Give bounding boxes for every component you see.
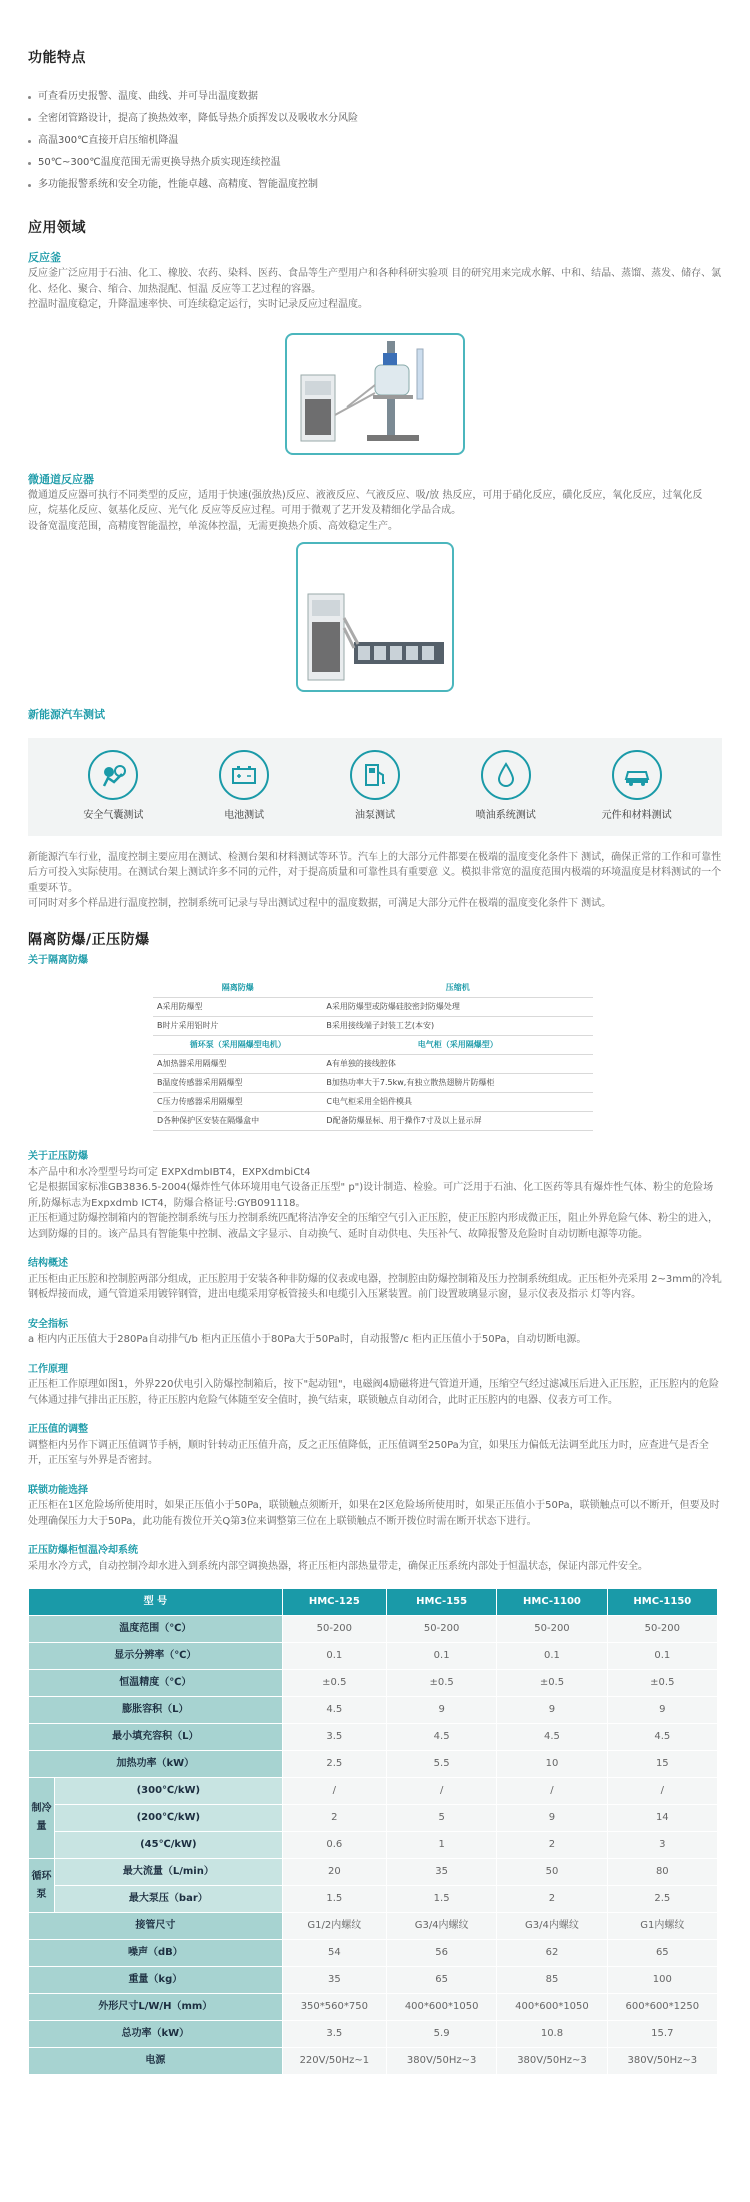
spec-value: 400*600*1050 xyxy=(386,1994,496,2021)
reactor-figure xyxy=(285,333,465,455)
table-row xyxy=(153,1093,593,1112)
spec-header-cell: HMC-125 xyxy=(282,1589,386,1616)
spec-value: G1/2内螺纹 xyxy=(282,1913,386,1940)
feature-item: 可查看历史报警、温度、曲线、并可导出温度数据 xyxy=(28,86,722,108)
airbag-icon xyxy=(88,750,138,800)
section-title: 安全指标 xyxy=(28,1318,68,1330)
spec-value: 20 xyxy=(282,1859,386,1886)
spec-group-label: 制冷量 xyxy=(29,1778,55,1859)
section-title: 正压值的调整 xyxy=(28,1424,88,1436)
section-title: 结构概述 xyxy=(28,1258,68,1270)
spec-value: 50-200 xyxy=(282,1616,386,1643)
spec-value: 9 xyxy=(497,1697,607,1724)
explosion-section xyxy=(28,930,722,1575)
table-cell: B温度传感器采用隔爆型 xyxy=(153,1074,322,1093)
spec-value: 15 xyxy=(607,1751,717,1778)
table-row xyxy=(29,1967,718,1994)
spec-value: 65 xyxy=(386,1967,496,1994)
spec-value: / xyxy=(282,1778,386,1805)
isolation-table-header: 电气柜（采用隔爆型） xyxy=(322,1036,593,1055)
spec-value: 15.7 xyxy=(607,2021,717,2048)
table-cell: A加热器采用隔爆型 xyxy=(153,1055,322,1074)
spec-value: 0.1 xyxy=(497,1643,607,1670)
spec-value: 3 xyxy=(607,1832,717,1859)
fuel-pump-icon xyxy=(350,750,400,800)
spec-table-header xyxy=(29,1589,718,1616)
spec-value: 5.9 xyxy=(386,2021,496,2048)
section-title: 工作原理 xyxy=(28,1363,68,1375)
spec-value: 380V/50Hz~3 xyxy=(607,2048,717,2075)
battery-icon xyxy=(219,750,269,800)
feature-item: 高温300℃直接开启压缩机降温 xyxy=(28,130,722,152)
spec-value: 380V/50Hz~3 xyxy=(386,2048,496,2075)
table-cell: D配备防爆显标、用于操作7寸及以上显示屏 xyxy=(322,1112,593,1131)
spec-header-cell: HMC-1100 xyxy=(497,1589,607,1616)
spec-label: 显示分辨率（℃） xyxy=(29,1643,283,1670)
interlock-section xyxy=(28,1483,722,1530)
table-cell: B时片采用铝时片 xyxy=(153,1017,322,1036)
reactor-illustration xyxy=(287,335,463,453)
section-text: 正压柜由正压腔和控制腔两部分组成，正压腔用于安装各种非防爆的仪表或电器，控制腔由防爆控制箱及压力控制系统组成。正压柜外壳采用 2~3mm的冷轧钢板焊接而成，通气管道采用镀锌钢管，进出电缆采用穿板管接头和电缆引入压紧装置。前门设置玻璃显示窗，显示仪表及指示 灯等内容。 xyxy=(28,1273,722,1301)
spec-header-cell: HMC-155 xyxy=(386,1589,496,1616)
spec-label: 恒温精度（℃） xyxy=(29,1670,283,1697)
spec-value: 2 xyxy=(497,1832,607,1859)
spec-value: 5 xyxy=(386,1805,496,1832)
microchannel-text: 微通道反应器可执行不同类型的反应，适用于快速(强放热)反应、液液反应、气液反应、吸/放 热反应，可用于硝化反应，磺化反应，氧化反应，过氧化反应，烷基化反应、氨基化反应、光气化 反应等反应过程。可用于微观了艺开发及精细化学品合成。 xyxy=(28,489,703,517)
spec-value: 400*600*1050 xyxy=(497,1994,607,2021)
spec-value: 350*560*750 xyxy=(282,1994,386,2021)
spec-label: 膨胀容积（L） xyxy=(29,1697,283,1724)
ev-icon-injector xyxy=(451,750,561,824)
principle-section xyxy=(28,1362,722,1409)
spec-value: 220V/50Hz~1 xyxy=(282,2048,386,2075)
reactor-text-2: 控温时温度稳定，升降温速率快、可连续稳定运行，实时记录反应过程温度。 xyxy=(28,299,368,311)
ev-icon-car xyxy=(582,750,692,824)
isolation-table-header: 隔离防爆 xyxy=(153,979,322,998)
spec-value: ±0.5 xyxy=(607,1670,717,1697)
table-cell: A采用防爆型或防爆硅胶密封防爆处理 xyxy=(322,998,593,1017)
ev-text: 新能源汽车行业，温度控制主要应用在测试、检测台架和材料测试等环节。汽车上的大部分元件都要在极端的温度变化条件下 测试，确保正常的工作和可靠性后方可投入实际使用。在测试台架上测试许多不同的元件，对于提高质量和可靠性具有重要意 义。模拟非常宽的温度范围内极端的环境温度是材料测试的一个重要环节。 xyxy=(28,851,722,894)
section-text: 正压柜在1区危险场所使用时，如果正压值小于50Pa，联锁触点须断开，如果在2区危险场所使用时，如果正压值小于50Pa，联锁触点可以不断开，但要及时处理确保压力大于50Pa，此功能有拨位开关Q第3位来调整第三位在上联锁触点不断开拨位时需在断开状态下进行。 xyxy=(28,1500,720,1527)
spec-header-cell: HMC-1150 xyxy=(607,1589,717,1616)
microchannel-figure xyxy=(296,542,454,692)
spec-value: 4.5 xyxy=(386,1724,496,1751)
table-row xyxy=(29,1805,718,1832)
spec-value: G3/4内螺纹 xyxy=(497,1913,607,1940)
section-text: 正压柜工作原理如图1，外界220伏电引入防爆控制箱后，按下"起动钮"，电磁阀4励磁将进气管道开通，压缩空气经过滤减压后进入正压腔，正压腔内的危险气体通过排气排出正压腔，待正压腔内危险气体随至安全值时，换气结束，联锁触点自动闭合，此时正压腔内的电器、仪表方可工作。 xyxy=(28,1379,720,1406)
table-cell: C压力传感器采用隔爆型 xyxy=(153,1093,322,1112)
spec-group-label: 循环泵 xyxy=(29,1859,55,1913)
table-row xyxy=(29,1724,718,1751)
table-cell: D各种保护区安装在隔爆盒中 xyxy=(153,1112,322,1131)
spec-value: 50-200 xyxy=(386,1616,496,1643)
table-row xyxy=(29,1751,718,1778)
table-row xyxy=(153,1074,593,1093)
spec-value: 380V/50Hz~3 xyxy=(497,2048,607,2075)
section-title: 正压防爆柜恒温冷却系统 xyxy=(28,1545,138,1557)
spec-label: 外形尺寸L/W/H（mm） xyxy=(29,1994,283,2021)
spec-value: 62 xyxy=(497,1940,607,1967)
spec-label: 温度范围（℃） xyxy=(29,1616,283,1643)
spec-label: (200℃/kW) xyxy=(55,1805,283,1832)
spec-value: 0.1 xyxy=(386,1643,496,1670)
spec-label: 接管尺寸 xyxy=(29,1913,283,1940)
spec-value: 2 xyxy=(282,1805,386,1832)
spec-value: 0.1 xyxy=(282,1643,386,1670)
spec-label: (300℃/kW) xyxy=(55,1778,283,1805)
spec-value: G3/4内螺纹 xyxy=(386,1913,496,1940)
table-cell: A采用防爆型 xyxy=(153,998,322,1017)
ev-icon-airbag xyxy=(58,750,168,824)
spec-value: 50-200 xyxy=(607,1616,717,1643)
table-row xyxy=(29,1994,718,2021)
spec-label: (45℃/kW) xyxy=(55,1832,283,1859)
isolation-table-header: 压缩机 xyxy=(322,979,593,998)
ev-text-2: 可同时对多个样品进行温度控制，控制系统可记录与导出测试过程中的温度数据，可满足大部分元件在极端的温度变化条件下 测试。 xyxy=(28,898,612,910)
feature-item: 多功能报警系统和安全功能，性能卓越、高精度、智能温度控制 xyxy=(28,174,722,196)
ev-icon-fuel-pump xyxy=(320,750,430,824)
table-row xyxy=(29,1616,718,1643)
spec-label: 总功率（kW） xyxy=(29,2021,283,2048)
spec-value: 9 xyxy=(607,1697,717,1724)
spec-value: 4.5 xyxy=(282,1697,386,1724)
spec-value: ±0.5 xyxy=(386,1670,496,1697)
table-row xyxy=(29,1778,718,1805)
table-row xyxy=(153,998,593,1017)
isolation-table xyxy=(153,979,593,1132)
pressure-text: 本产品中和水冷型型号均可定 EXPXdmbIBT4，EXPXdmbiCt4 它是根据国家标准GB3836.5-2004(爆炸性气体环境用电气设备正压型" p")设计制造、检验。可广泛用于石油、化工医药等具有爆炸性气体、粉尘的危险场所,防爆标志为Expxdmb ICT4，防爆合格证号:GYB091118。 正压柜通过防爆控制箱内的智能控制系统与压力控制系统匹配将洁净安全的压缩空气引入正压腔，使正压腔内形成微正压，阻止外界危险气体、粉尘的进入，达到防爆的目的。该产品具有智能集中控制、液晶文字显示、自动换气、延时自动供电、失压补气、故障报警及危险时自动切断电源等功能。 xyxy=(28,1166,718,1240)
spec-label: 重量（kg） xyxy=(29,1967,283,1994)
spec-label: 最大泵压（bar） xyxy=(55,1886,283,1913)
spec-value: 85 xyxy=(497,1967,607,1994)
table-row xyxy=(29,2048,718,2075)
spec-value: ±0.5 xyxy=(497,1670,607,1697)
spec-value: 35 xyxy=(282,1967,386,1994)
section-text: a 柜内内正压值大于280Pa自动排气/b 柜内正压值小于80Pa大于50Pa时，自动报警/c 柜内正压值小于50Pa，自动切断电源。 xyxy=(28,1334,587,1346)
spec-value: 0.6 xyxy=(282,1832,386,1859)
ev-icon-label: 元件和材料测试 xyxy=(601,809,672,821)
table-row xyxy=(153,1017,593,1036)
table-cell: A有单独的接线腔体 xyxy=(322,1055,593,1074)
reactor-text: 反应釜广泛应用于石油、化工、橡胶、农药、染料、医药、食品等生产型用户和各种科研实验项 目的研究用来完成水解、中和、结晶、蒸馏、蒸发、储存、氯化、烃化、聚合、缩合、加热混配、恒温 反应等工艺过程的容器。 xyxy=(28,268,722,295)
microchannel-title: 微通道反应器 xyxy=(28,472,94,486)
pressure-section xyxy=(28,1149,722,1242)
adjust-section xyxy=(28,1422,722,1469)
spec-value: 56 xyxy=(386,1940,496,1967)
safety-section xyxy=(28,1317,722,1348)
spec-value: 35 xyxy=(386,1859,496,1886)
spec-value: 600*600*1250 xyxy=(607,1994,717,2021)
spec-value: 80 xyxy=(607,1859,717,1886)
feature-item: 50℃~300℃温度范围无需更换导热介质实现连续控温 xyxy=(28,152,722,174)
pressure-title: 关于正压防爆 xyxy=(28,1151,88,1163)
spec-value: G1内螺纹 xyxy=(607,1913,717,1940)
table-row xyxy=(153,1055,593,1074)
ev-test-icons xyxy=(28,738,722,836)
car-icon xyxy=(612,750,662,800)
spec-value: 65 xyxy=(607,1940,717,1967)
spec-value: 1 xyxy=(386,1832,496,1859)
spec-value: 10 xyxy=(497,1751,607,1778)
table-cell: B加热功率大于7.5kw,有独立散热翅膀片防爆柜 xyxy=(322,1074,593,1093)
table-row xyxy=(29,1832,718,1859)
injector-icon xyxy=(481,750,531,800)
spec-value: 100 xyxy=(607,1967,717,1994)
table-row xyxy=(29,1913,718,1940)
spec-value: 50 xyxy=(497,1859,607,1886)
features-title: 功能特点 xyxy=(28,50,86,66)
spec-value: 14 xyxy=(607,1805,717,1832)
applications-section xyxy=(28,218,722,912)
table-row xyxy=(29,1940,718,1967)
ev-icon-label: 安全气囊测试 xyxy=(83,809,144,821)
spec-value: / xyxy=(607,1778,717,1805)
microchannel-illustration xyxy=(298,544,452,690)
isolation-table-header: 循环泵（采用隔爆型电机） xyxy=(153,1036,322,1055)
structure-section xyxy=(28,1256,722,1303)
table-cell: C电气柜采用全铝件模具 xyxy=(322,1093,593,1112)
spec-value: 9 xyxy=(386,1697,496,1724)
features-list xyxy=(28,86,722,196)
ev-icon-battery xyxy=(189,750,299,824)
spec-value: / xyxy=(386,1778,496,1805)
section-text: 调整柜内另作下调正压值调节手柄，顺时针转动正压值升高，反之正压值降低，正压值调至250Pa为宜，如果压力偏低无法调至此压力时，应查进气是否全开，正压室与外界是否密封。 xyxy=(28,1439,709,1467)
table-cell: B采用接线端子封装工艺(本安) xyxy=(322,1017,593,1036)
spec-value: ±0.5 xyxy=(282,1670,386,1697)
section-text: 采用水冷方式，自动控制冷却水进入到系统内部空调换热器，将正压柜内部热量带走，确保正压系统内部处于恒温状态，保证内部元件安全。 xyxy=(28,1560,648,1572)
spec-table xyxy=(28,1588,718,2075)
spec-label: 噪声（dB） xyxy=(29,1940,283,1967)
microchannel-text-2: 设备宽温度范围，高精度智能温控，单流体控温，无需更换热介质、高效稳定生产。 xyxy=(28,520,398,532)
spec-value: 54 xyxy=(282,1940,386,1967)
spec-value: 50-200 xyxy=(497,1616,607,1643)
ev-icon-label: 电池测试 xyxy=(224,809,265,821)
spec-value: 3.5 xyxy=(282,2021,386,2048)
spec-value: 4.5 xyxy=(607,1724,717,1751)
spec-value: 0.1 xyxy=(607,1643,717,1670)
spec-label: 最小填充容积（L） xyxy=(29,1724,283,1751)
spec-value: 1.5 xyxy=(282,1886,386,1913)
ev-icon-label: 喷油系统测试 xyxy=(475,809,536,821)
spec-value: 3.5 xyxy=(282,1724,386,1751)
section-title: 联锁功能选择 xyxy=(28,1484,88,1496)
spec-value: 9 xyxy=(497,1805,607,1832)
spec-header-cell: 型 号 xyxy=(29,1589,283,1616)
table-row xyxy=(29,2021,718,2048)
explosion-title: 隔离防爆/正压防爆 xyxy=(28,931,150,948)
spec-value: 1.5 xyxy=(386,1886,496,1913)
isolation-title: 关于隔离防爆 xyxy=(28,955,88,967)
spec-label: 加热功率（kW） xyxy=(29,1751,283,1778)
spec-value: 2.5 xyxy=(607,1886,717,1913)
spec-label: 电源 xyxy=(29,2048,283,2075)
table-row xyxy=(153,1112,593,1131)
spec-value: 2.5 xyxy=(282,1751,386,1778)
feature-item: 全密闭管路设计，提高了换热效率，降低导热介质挥发以及吸收水分风险 xyxy=(28,108,722,130)
table-row xyxy=(29,1697,718,1724)
spec-label: 最大流量（L/min） xyxy=(55,1859,283,1886)
cooling-section xyxy=(28,1543,722,1574)
ev-icon-label: 油泵测试 xyxy=(354,809,395,821)
spec-value: 5.5 xyxy=(386,1751,496,1778)
spec-value: / xyxy=(497,1778,607,1805)
reactor-title: 反应釜 xyxy=(28,251,61,265)
applications-title: 应用领域 xyxy=(28,219,86,236)
table-row xyxy=(29,1859,718,1886)
table-row xyxy=(29,1670,718,1697)
table-row xyxy=(29,1886,718,1913)
spec-value: 4.5 xyxy=(497,1724,607,1751)
spec-value: 10.8 xyxy=(497,2021,607,2048)
features-section xyxy=(28,48,722,196)
table-row xyxy=(29,1643,718,1670)
ev-title: 新能源汽车测试 xyxy=(28,708,105,722)
spec-value: 2 xyxy=(497,1886,607,1913)
